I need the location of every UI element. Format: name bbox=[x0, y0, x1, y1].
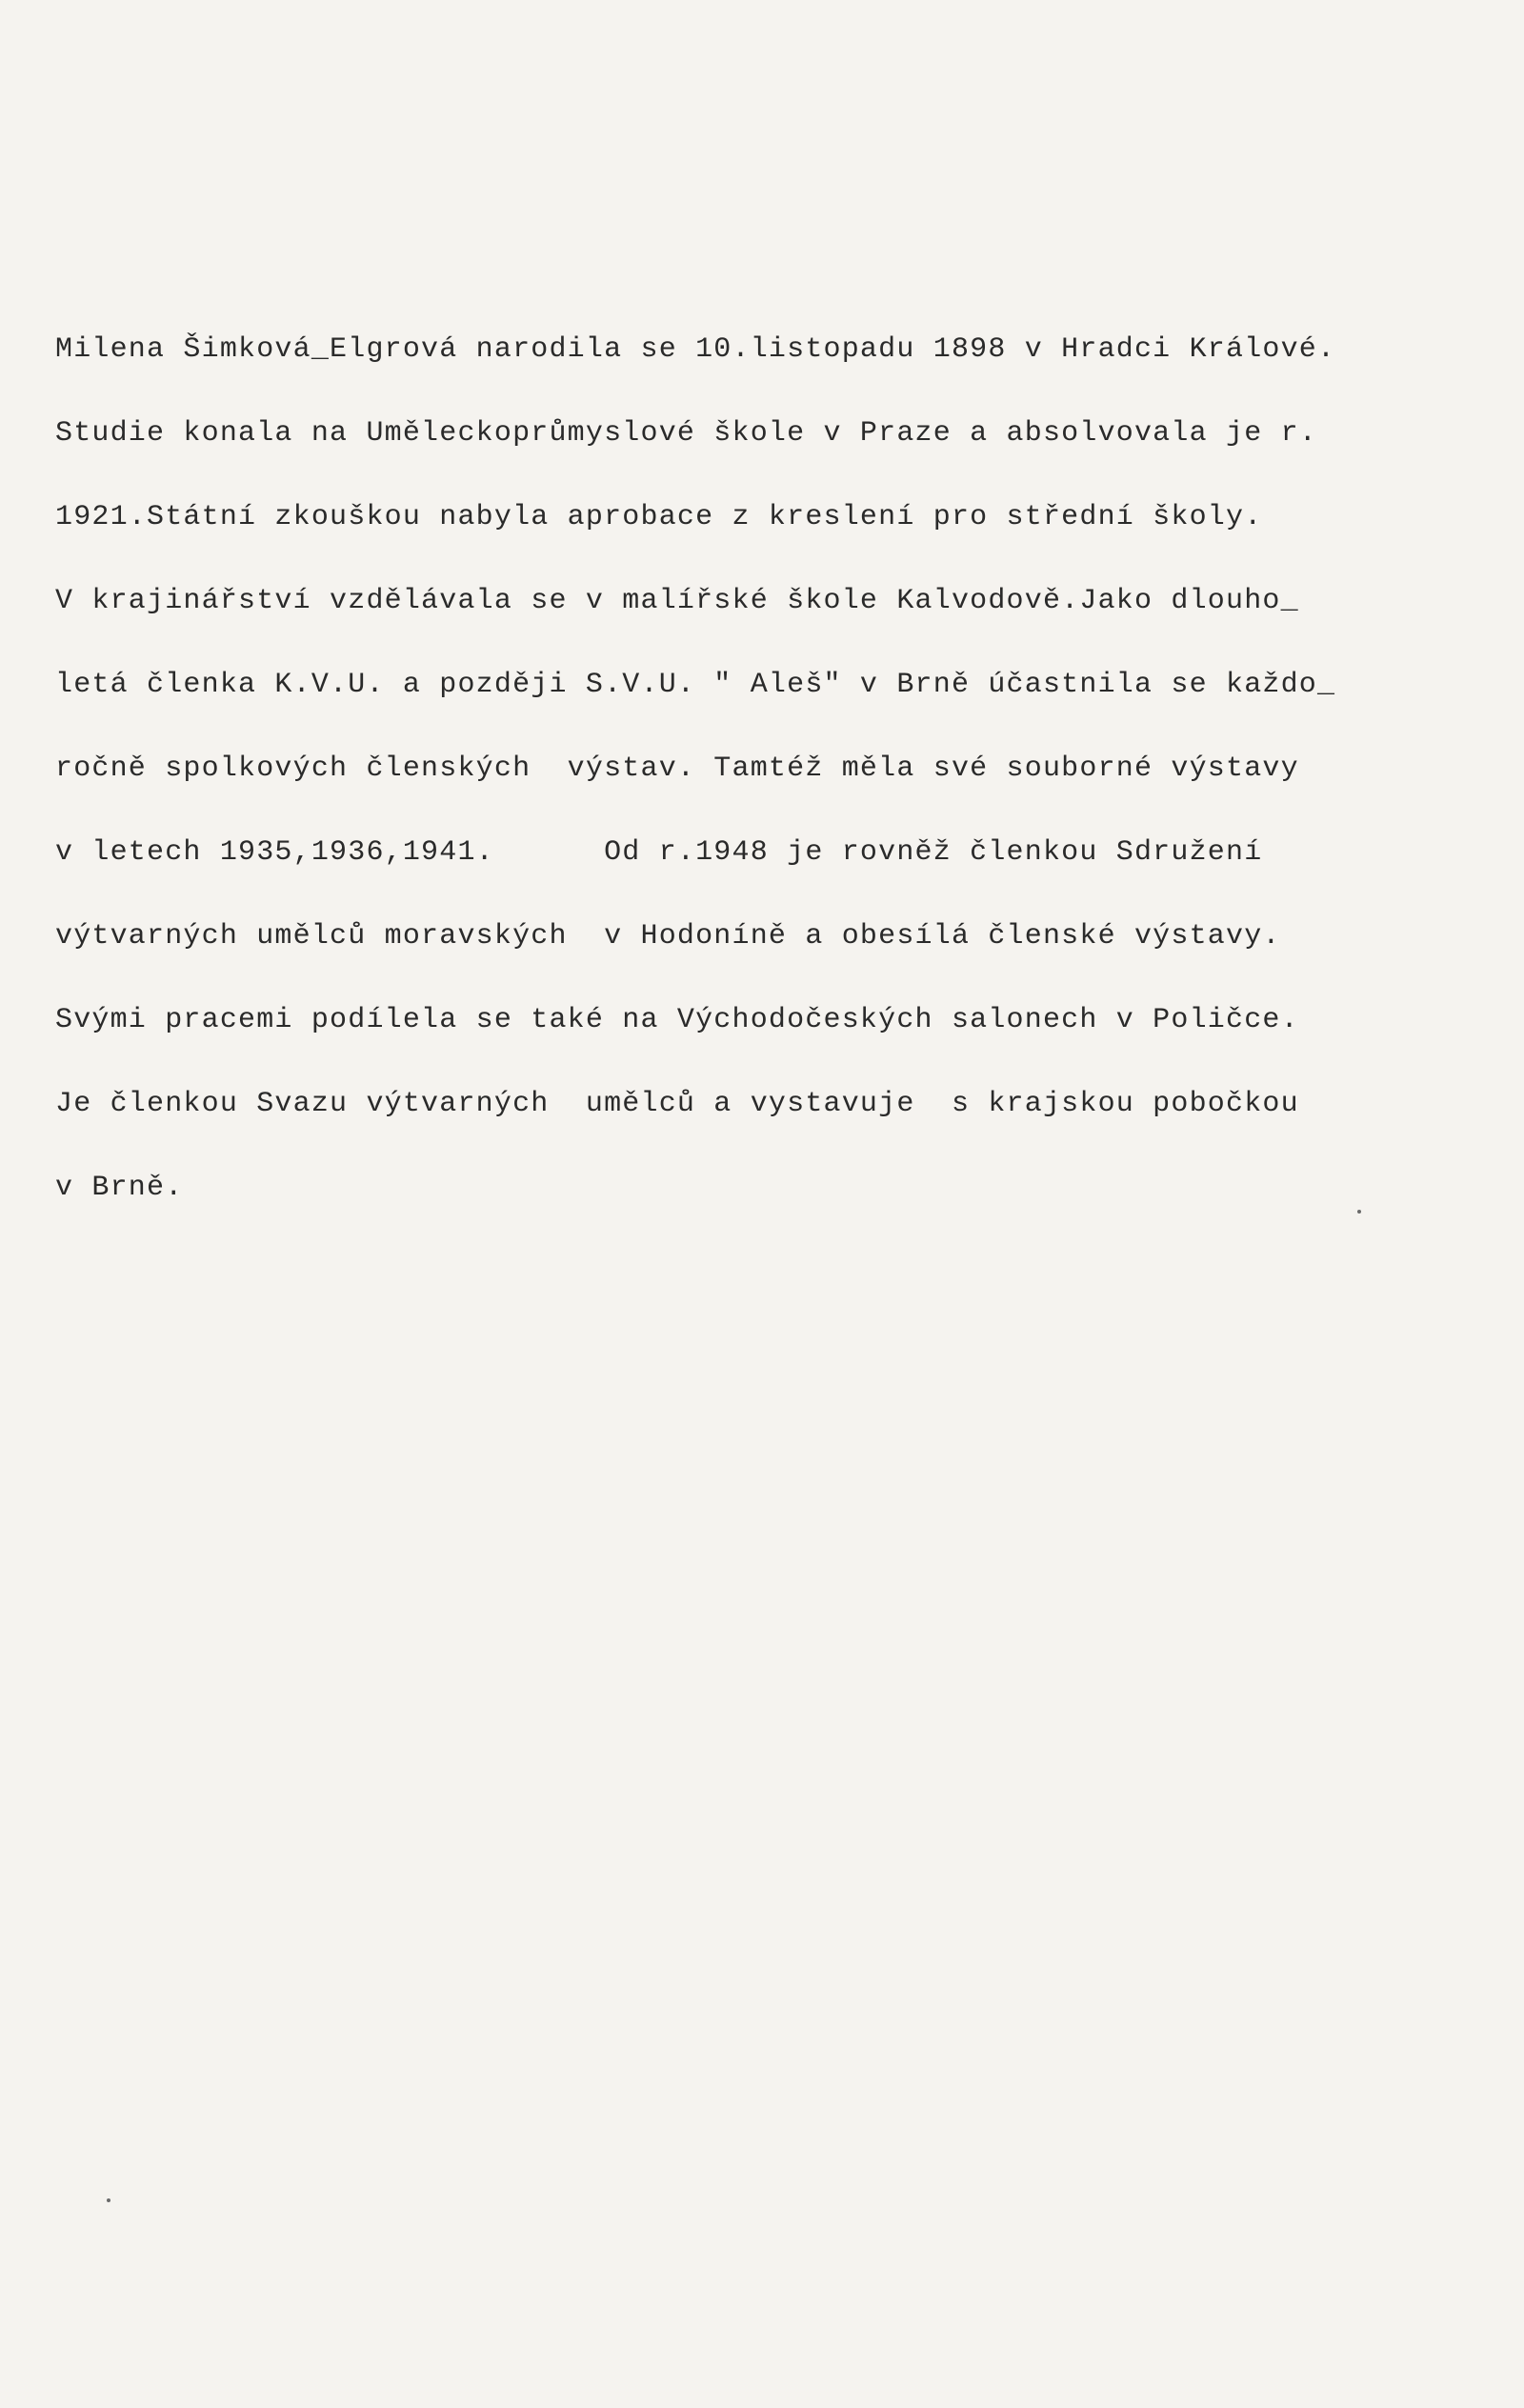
paper-speck bbox=[107, 2198, 110, 2202]
text-line: letá členka K.V.U. a později S.V.U. " Aleš" v Brně účastnila se každo_ bbox=[55, 669, 1336, 701]
text-line: Je členkou Svazu výtvarných umělců a vystavuje s krajskou pobočkou bbox=[55, 1088, 1299, 1120]
text-line: Svými pracemi podílela se také na Východočeských salonech v Poličce. bbox=[55, 1004, 1299, 1036]
text-line: v letech 1935,1936,1941. Od r.1948 je rovněž členkou Sdružení bbox=[55, 836, 1263, 869]
typewritten-text-block bbox=[55, 329, 1484, 1251]
text-line: v Brně. bbox=[55, 1172, 184, 1204]
text-line: výtvarných umělců moravských v Hodoníně a obesílá členské výstavy. bbox=[55, 920, 1281, 953]
text-line: V krajinářství vzdělávala se v malířské škole Kalvodově.Jako dlouho_ bbox=[55, 585, 1299, 617]
text-line: ročně spolkových členských výstav. Tamtéž měla své souborné výstavy bbox=[55, 752, 1299, 785]
paper-speck bbox=[1357, 1210, 1361, 1214]
text-line: Studie konala na Uměleckoprůmyslové škole v Praze a absolvovala je r. bbox=[55, 417, 1318, 450]
text-line: 1921.Státní zkouškou nabyla aprobace z kreslení pro střední školy. bbox=[55, 501, 1263, 533]
text-line: Milena Šimková_Elgrová narodila se 10.listopadu 1898 v Hradci Králové. bbox=[55, 333, 1336, 366]
